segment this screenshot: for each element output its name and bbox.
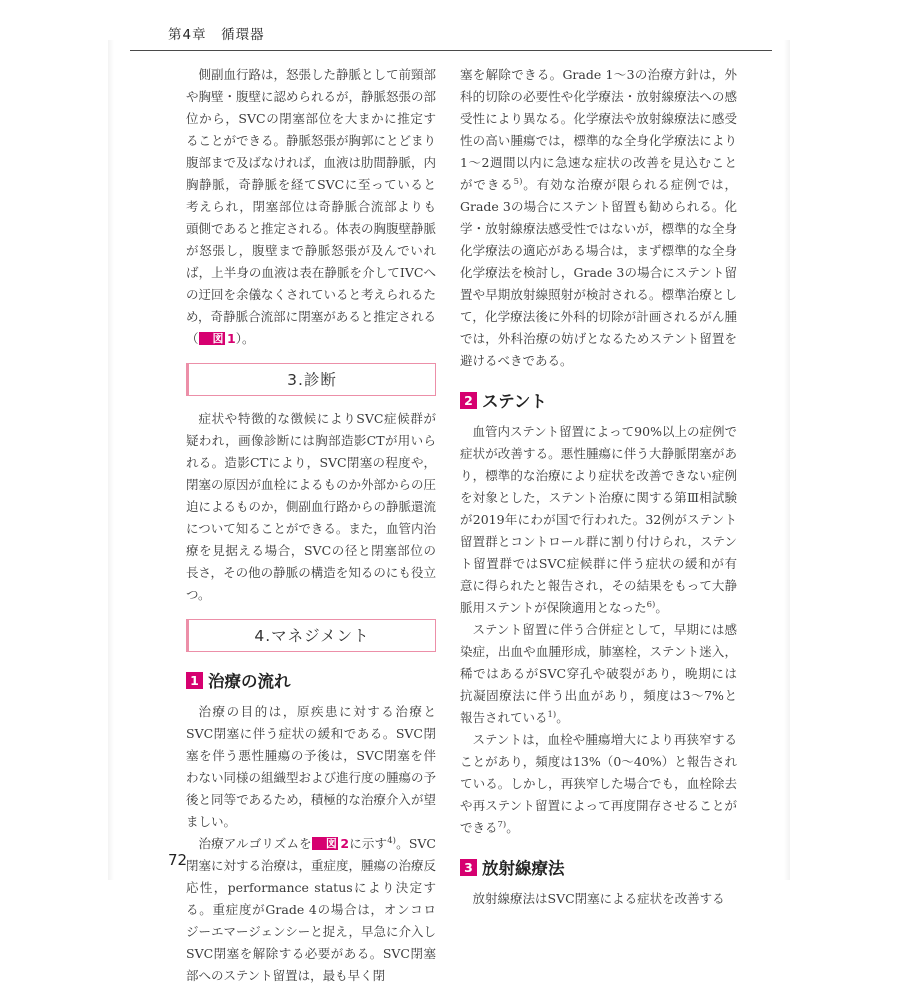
figure-number: 1 <box>227 331 236 346</box>
reference-superscript: 7) <box>497 819 507 830</box>
section-title-diagnosis: 3.診断 <box>287 371 337 389</box>
paragraph-stent-restenosis: ステントは，血栓や腫瘍増大により再狭窄することがあり，頻度は13%（0〜40%）と報告されている。しかし，再狭窄した場合でも，血栓除去や再ステント留置によって再度開存させることができる$^{7)}$。 <box>460 732 737 835</box>
section-title-management: 4.マネジメント <box>254 627 370 645</box>
paragraph-radiotherapy: 放射線療法はSVC閉塞による症状を改善する <box>472 891 725 906</box>
page-edge-shadow-right <box>784 40 790 880</box>
left-column <box>186 64 436 987</box>
paragraph-treatment-algorithm-continued: 塞を解除できる。Grade 1〜3の治療方針は，外科的切除の必要性や化学療法・放射線療法への感受性により異なる。化学療法や放射線療法に感受性の高い腫瘍では，標準的な全身化学療法により1〜2週間以内に急速な症状の改善を見込むことができる$^{5)}$。有効な治療が限られる症例では，Grade 3の場合にステント留置も勧められる。化学・放射線療法感受性ではないが，標準的な全身化学療法の適応がある場合は，まず標準的な全身化学療法を検討し，Grade 3の場合にステント留置や早期放射線照射が検討される。標準治療として，化学療法後に外科的切除が計画されるがん腫では，外科治療の妨げとなるためステント留置を避けるべきである。 <box>460 67 737 368</box>
subsection-treatment-flow <box>186 668 436 692</box>
page-number: 72 <box>168 851 188 869</box>
figure-reference <box>199 331 236 346</box>
figure-badge: 図 <box>199 332 226 345</box>
right-column <box>460 64 737 987</box>
chapter-header: 第4章 循環器 <box>168 27 265 43</box>
page-edge-shadow-left <box>108 40 114 880</box>
section-number-badge: 2 <box>460 392 477 409</box>
paragraph-stent-complications: ステント留置に伴う合併症として，早期には感染症，出血や血腫形成，肺塞栓，ステント迷入，稀ではあるがSVC穿孔や破裂があり，晩期には抗凝固療法に伴う出血があり，頻度は3〜7%と報告されている$^{1)}$。 <box>460 622 737 725</box>
figure-badge: 図 <box>312 837 339 850</box>
section-heading-diagnosis <box>186 363 436 396</box>
subsection-stent <box>460 388 737 412</box>
section-heading-management <box>186 619 436 652</box>
figure-number: 2 <box>340 836 350 851</box>
paragraph-diagnosis: 症状や特徴的な徴候によりSVC症候群が疑われ，画像診断には胸部造影CTが用いられる。造影CTにより，SVC閉塞の程度や，閉塞の原因が血栓によるものか外部からの圧迫によるものか，側副血行路からの静脈還流について知ることができる。また，血管内治療を見据える場合，SVCの径と閉塞部位の長さ，その他の静脈の構造を知るのにも役立つ。 <box>186 411 437 602</box>
section-number-badge: 1 <box>186 672 203 689</box>
reference-superscript: 6) <box>646 599 656 610</box>
reference-superscript: 4) <box>387 835 396 846</box>
paragraph-treatment-goal: 治療の目的は，原疾患に対する治療とSVC閉塞に伴う症状の緩和である。SVC閉塞を伴う悪性腫瘍の予後は，SVC閉塞を伴わない同様の組織型および進行度の腫瘍の予後と同等であるため，積極的な治療介入が望ましい。 <box>186 704 437 829</box>
subsection-label-radiotherapy: 放射線療法 <box>482 859 565 878</box>
reference-superscript: 5) <box>513 176 523 187</box>
subsection-label-treatment-flow: 治療の流れ <box>208 672 291 691</box>
subsection-label-stent: ステント <box>482 392 547 411</box>
subsection-radiotherapy <box>460 855 737 879</box>
paragraph-treatment-algorithm: 治療アルゴリズムを 図 2に示す$^{4)}$。SVC閉塞に対する治療は，重症度，腫瘍の治療反応性，performance statusにより決定する。重症度がGrade 4の場合は，オンコロジーエマージェンシーと捉え，早急に介入しSVC閉塞を解除する必要がある。SVC閉塞部へのステント留置は，最も早く閉 <box>186 835 437 983</box>
figure-reference <box>312 836 349 851</box>
paragraph-collateral-pathways: 側副血行路は，怒張した静脈として前頸部や胸壁・腹壁に認められるが，静脈怒張の部位から，SVCの閉塞部位を大まかに推定することができる。静脈怒張が胸郭にとどまり腹部まで及ばなければ，血液は肋間静脈，内胸静脈，奇静脈を経てSVCに至っていると考えられ，閉塞部位は奇静脈合流部よりも頭側であると推定される。体表の胸腹壁静脈が怒張し，腹壁まで静脈怒張が及んでいれば，上半身の血液は表在静脈を介してIVCへの迂回を余儀なくされていると考えられるため，奇静脈合流部に閉塞があると推定される（ 図 1）。 <box>186 67 437 346</box>
header-rule <box>130 50 772 51</box>
paragraph-stent-trial: 血管内ステント留置によって90%以上の症例で症状が改善する。悪性腫瘍に伴う大静脈閉塞があり，標準的な治療により症状を改善できない症例を対象とした，ステント治療に関する第Ⅲ相試験が2019年にわが国で行われた。32例がステント留置群とコントロール群に割り付けられ，ステント留置群ではSVC症候群に伴う症状の緩和が有意に得られたと報告され，その結果をもって大静脈用ステントが保険適用となった$^{6)}$。 <box>460 424 737 615</box>
reference-superscript: 1) <box>547 709 557 720</box>
section-number-badge: 3 <box>460 859 477 876</box>
text-columns <box>186 64 900 987</box>
